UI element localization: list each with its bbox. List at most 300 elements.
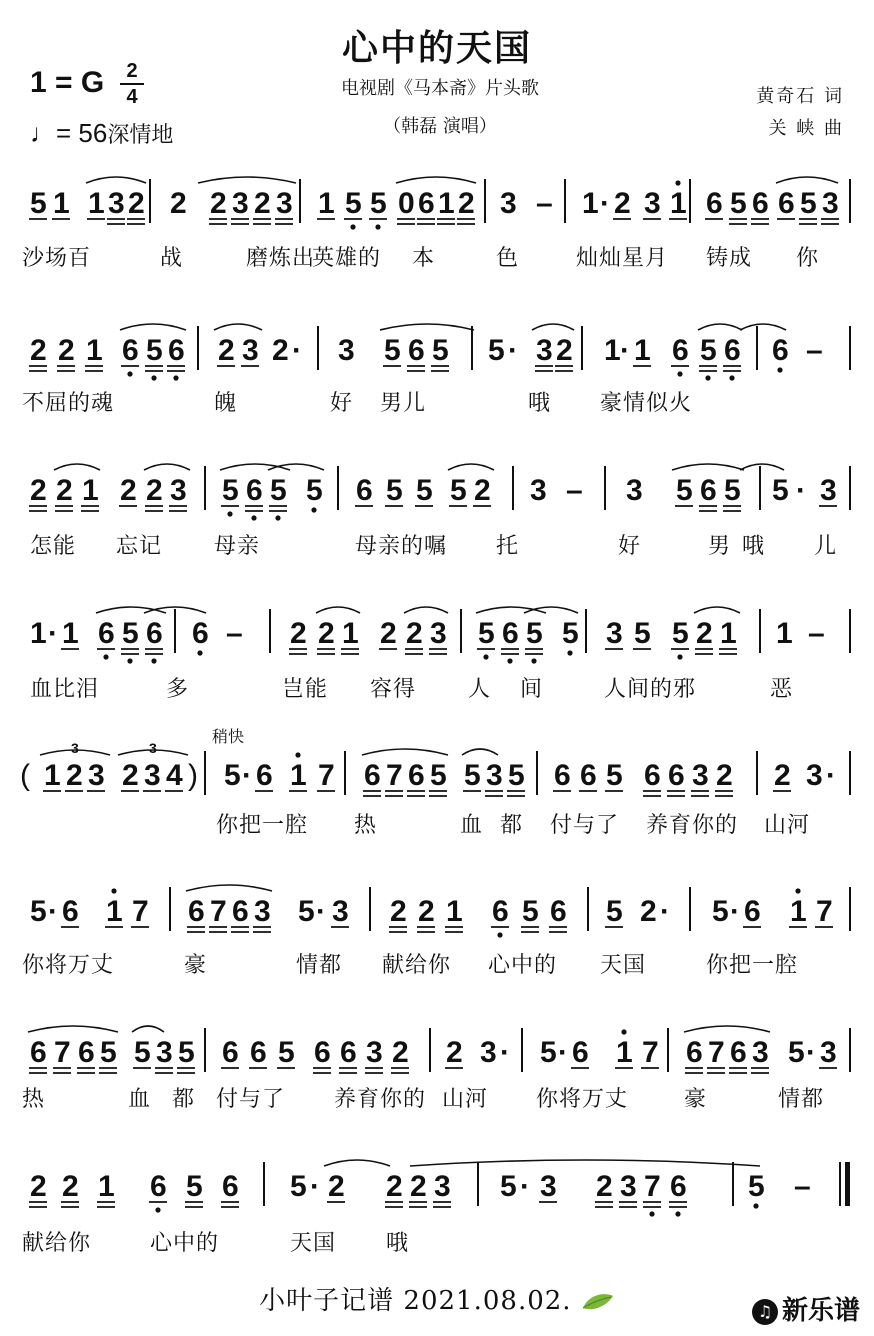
- note-numeral: 5: [522, 895, 539, 928]
- note-numeral: 2: [716, 759, 733, 792]
- note-numeral: 5: [562, 617, 579, 650]
- time-signature-top: 2: [126, 60, 138, 82]
- slur: [462, 749, 498, 755]
- note-numeral: 2: [120, 474, 137, 507]
- note-numeral: 3: [108, 187, 125, 220]
- lyric-text: 哦: [528, 391, 552, 416]
- low-octave-dot: [311, 507, 316, 512]
- note-numeral: 5: [730, 187, 747, 220]
- note-numeral: 1: [106, 895, 123, 928]
- low-octave-dot: [155, 1207, 160, 1212]
- lyric-text: 天国: [600, 953, 647, 978]
- note-numeral: 5: [540, 1036, 557, 1069]
- dash: –: [226, 617, 243, 650]
- slur: [740, 464, 784, 470]
- lyric-text: 情都: [296, 953, 343, 978]
- note-numeral: 6: [122, 334, 139, 367]
- lyric-text: 英雄的: [312, 246, 382, 271]
- slur: [672, 464, 744, 470]
- augmentation-dot: ·: [310, 1170, 320, 1203]
- note-numeral: 5: [508, 759, 525, 792]
- lyric-text: 都: [500, 813, 524, 838]
- lyric-text: 情都: [778, 1087, 825, 1112]
- slur: [120, 324, 186, 330]
- note-numeral: 3: [820, 474, 837, 507]
- note-numeral: 7: [642, 1036, 659, 1069]
- note-numeral: 3: [500, 187, 517, 220]
- note-numeral: 6: [778, 187, 795, 220]
- note-numeral: 5: [134, 1036, 151, 1069]
- note-numeral: 6: [550, 895, 567, 928]
- lyric-text: 母亲的嘱: [355, 534, 448, 559]
- note-numeral: 3: [232, 187, 249, 220]
- augmentation-dot: ·: [500, 1036, 510, 1069]
- dash: –: [808, 617, 825, 650]
- augmentation-dot: ·: [806, 1036, 816, 1069]
- song-title: 心中的天国: [341, 28, 532, 69]
- lyric-text: 付与了: [550, 813, 620, 838]
- note-numeral: 2: [30, 334, 47, 367]
- note-numeral: 2: [254, 187, 271, 220]
- augmentation-dot: ·: [730, 895, 740, 928]
- note-numeral: 6: [668, 759, 685, 792]
- note-numeral: 6: [222, 1170, 239, 1203]
- slur: [694, 607, 740, 613]
- singer: （韩磊 演唱）: [383, 116, 497, 137]
- lyric-text: 怎能: [30, 534, 77, 559]
- slur: [132, 1026, 164, 1032]
- high-octave-dot: [295, 752, 300, 757]
- low-octave-dot: [375, 224, 380, 229]
- note-numeral: 5: [100, 1036, 117, 1069]
- music-disc-icon: ♫: [752, 1299, 778, 1325]
- note-numeral: 3: [820, 1036, 837, 1069]
- note-numeral: 6: [686, 1036, 703, 1069]
- note-numeral: 6: [492, 895, 509, 928]
- note-numeral: 5: [270, 474, 287, 507]
- note-numeral: 2: [122, 759, 139, 792]
- high-octave-dot: [621, 1029, 626, 1034]
- lyric-text: 灿灿星月: [576, 246, 669, 271]
- lyric-text: 你将万丈: [536, 1087, 629, 1112]
- low-octave-dot: [151, 658, 156, 663]
- augmentation-dot: ·: [508, 334, 518, 367]
- note-numeral: 1: [616, 1036, 633, 1069]
- lyric-text: 血: [460, 813, 484, 838]
- lyric-text: 付与了: [216, 1087, 286, 1112]
- lyric-text: 忘记: [116, 534, 163, 559]
- key-signature: 1 = G: [30, 66, 105, 99]
- note-numeral: 3: [156, 1036, 173, 1069]
- note-numeral: 6: [188, 895, 205, 928]
- note-numeral: 5: [748, 1170, 765, 1203]
- lyric-text: 男儿: [380, 391, 427, 416]
- lyric-text: 你把一腔: [706, 953, 799, 978]
- note-numeral: 2: [774, 759, 791, 792]
- lyric-text: 魄: [214, 391, 238, 416]
- lyric-text: 热: [22, 1087, 46, 1112]
- note-numeral: 6: [256, 759, 273, 792]
- low-octave-dot: [350, 224, 355, 229]
- lyricist-credit: 黄奇石 词: [756, 86, 844, 107]
- low-octave-dot: [127, 371, 132, 376]
- lyric-text: 都: [172, 1087, 196, 1112]
- note-numeral: 2: [290, 617, 307, 650]
- dash: –: [536, 187, 553, 220]
- note-numeral: 2: [446, 1036, 463, 1069]
- note-numeral: 5: [370, 187, 387, 220]
- note-numeral: 6: [250, 1036, 267, 1069]
- note-numeral: 5: [186, 1170, 203, 1203]
- low-octave-dot: [127, 658, 132, 663]
- slur: [198, 177, 296, 183]
- lyric-text: 托: [496, 534, 520, 559]
- lyric-text: 热: [354, 813, 378, 838]
- note-numeral: 5: [278, 1036, 295, 1069]
- note-numeral: 5: [146, 334, 163, 367]
- note-numeral: 6: [246, 474, 263, 507]
- slur: [220, 464, 290, 470]
- note-numeral: 1: [776, 617, 793, 650]
- slur: [740, 324, 786, 330]
- lyric-text: 男: [708, 534, 732, 559]
- note-numeral: 2: [390, 895, 407, 928]
- note-numeral: 2: [218, 334, 235, 367]
- dash: –: [566, 474, 583, 507]
- note-numeral: 1: [342, 617, 359, 650]
- note-numeral: 3: [276, 187, 293, 220]
- lyric-text: 沙场百: [22, 246, 92, 271]
- dash: –: [794, 1170, 811, 1203]
- note-numeral: 6: [356, 474, 373, 507]
- note-numeral: 2: [170, 187, 187, 220]
- note-numeral: 6: [232, 895, 249, 928]
- low-octave-dot: [251, 515, 256, 520]
- low-octave-dot: [729, 375, 734, 380]
- note-numeral: 1: [318, 187, 335, 220]
- lyric-text: 哦: [742, 534, 766, 559]
- footer-text: 小叶子记谱 2021.08.02.: [259, 1286, 572, 1316]
- note-numeral: 5: [800, 187, 817, 220]
- note-numeral: 6: [724, 334, 741, 367]
- low-octave-dot: [497, 932, 502, 937]
- low-octave-dot: [567, 650, 572, 655]
- note-numeral: 3: [486, 759, 503, 792]
- note-numeral: 6: [150, 1170, 167, 1203]
- note-numeral: 6: [364, 759, 381, 792]
- high-octave-dot: [795, 888, 800, 893]
- note-numeral: 2: [328, 1170, 345, 1203]
- note-numeral: 6: [554, 759, 571, 792]
- expression-mark: 深情地: [107, 122, 174, 147]
- note-numeral: 5: [772, 474, 789, 507]
- lyric-text: 豪: [684, 1087, 708, 1112]
- note-numeral: 6: [408, 759, 425, 792]
- slur: [380, 324, 474, 330]
- note-numeral: 3: [692, 759, 709, 792]
- low-octave-dot: [777, 367, 782, 372]
- note-numeral: 3: [338, 334, 355, 367]
- note-numeral: 2: [210, 187, 227, 220]
- note-numeral: 7: [816, 895, 833, 928]
- footer-credit: [0, 1280, 874, 1317]
- note-numeral: 3: [332, 895, 349, 928]
- note-numeral: 2: [406, 617, 423, 650]
- lyric-text: 人间的邪: [604, 677, 697, 702]
- lyric-text: 多: [166, 677, 190, 702]
- augmentation-dot: ·: [316, 895, 326, 928]
- note-numeral: 5: [450, 474, 467, 507]
- slur: [684, 1026, 770, 1032]
- augmentation-dot: ·: [292, 334, 302, 367]
- low-octave-dot: [507, 658, 512, 663]
- composer-credit: 关 峡 曲: [768, 118, 844, 139]
- note-numeral: 3: [620, 1170, 637, 1203]
- lyric-text: 豪: [184, 953, 208, 978]
- augmentation-dot: ·: [620, 334, 630, 367]
- note-numeral: 7: [708, 1036, 725, 1069]
- note-numeral: 2: [596, 1170, 613, 1203]
- note-numeral: 3: [242, 334, 259, 367]
- low-octave-dot: [531, 658, 536, 663]
- slur: [776, 177, 838, 183]
- note-numeral: 5: [606, 895, 623, 928]
- note-numeral: 1: [30, 617, 47, 650]
- note-numeral: 6: [572, 1036, 589, 1069]
- note-numeral: 5: [672, 617, 689, 650]
- low-octave-dot: [705, 375, 710, 380]
- lyric-text: 献给你: [382, 953, 452, 978]
- lyric-text: 不屈的魂: [22, 391, 115, 416]
- note-numeral: 6: [418, 187, 435, 220]
- slur: [324, 1160, 390, 1166]
- augmentation-dot: ·: [660, 895, 670, 928]
- note-numeral: 3: [430, 617, 447, 650]
- lyric-text: 天国: [290, 1231, 337, 1256]
- augmentation-dot: ·: [48, 895, 58, 928]
- lyric-text: 养育你的: [334, 1087, 427, 1112]
- note-numeral: 1: [53, 187, 70, 220]
- subtitle: 电视剧《马本斋》片头歌: [341, 78, 539, 99]
- slur: [362, 749, 448, 755]
- lyric-text: 战: [160, 246, 184, 271]
- low-octave-dot: [173, 375, 178, 380]
- low-octave-dot: [677, 371, 682, 376]
- note-numeral: 5: [500, 1170, 517, 1203]
- note-numeral: 3: [434, 1170, 451, 1203]
- note-numeral: 5: [222, 474, 239, 507]
- lyric-text: 磨炼出: [246, 246, 316, 271]
- augmentation-dot: ·: [558, 1036, 568, 1069]
- note-numeral: 1: [82, 474, 99, 507]
- note-numeral: 5: [478, 617, 495, 650]
- low-octave-dot: [483, 654, 488, 659]
- note-numeral: 5: [712, 895, 729, 928]
- note-numeral: 3: [530, 474, 547, 507]
- note-numeral: 6: [772, 334, 789, 367]
- augmentation-dot: ·: [48, 617, 58, 650]
- augmentation-dot: ·: [520, 1170, 530, 1203]
- low-octave-dot: [103, 654, 108, 659]
- dash: –: [806, 334, 823, 367]
- tempo-change-label: 稍快: [212, 727, 245, 746]
- lyric-text: 色: [496, 246, 520, 271]
- note-numeral: 6: [340, 1036, 357, 1069]
- note-numeral: 2: [30, 474, 47, 507]
- note-numeral: 5: [634, 617, 651, 650]
- note-numeral: 2: [272, 334, 289, 367]
- note-numeral: 0: [398, 187, 415, 220]
- augmentation-dot: ·: [826, 759, 836, 792]
- note-numeral: 7: [210, 895, 227, 928]
- note-numeral: 1: [86, 334, 103, 367]
- slur: [698, 324, 742, 330]
- note-numeral: 2: [386, 1170, 403, 1203]
- note-numeral: 1: [790, 895, 807, 928]
- slur: [524, 607, 578, 613]
- note-numeral: 5: [416, 474, 433, 507]
- note-numeral: 3: [806, 759, 823, 792]
- low-octave-dot: [197, 650, 202, 655]
- note-numeral: 2: [418, 895, 435, 928]
- note-numeral: 3: [644, 187, 661, 220]
- note-numeral: 4: [166, 759, 183, 792]
- note-numeral: 3: [480, 1036, 497, 1069]
- low-octave-dot: [675, 1211, 680, 1216]
- lyric-text: 母亲: [214, 534, 261, 559]
- note-numeral: 6: [752, 187, 769, 220]
- note-numeral: 1: [98, 1170, 115, 1203]
- note-numeral: 5: [30, 187, 47, 220]
- lyric-text: 山河: [764, 813, 811, 838]
- note-numeral: 1: [604, 334, 621, 367]
- lyric-text: 好: [618, 534, 642, 559]
- note-numeral: 2: [380, 617, 397, 650]
- note-numeral: 6: [670, 1170, 687, 1203]
- note-numeral: 1: [634, 334, 651, 367]
- slur: [214, 324, 262, 330]
- note-numeral: 2: [696, 617, 713, 650]
- note-numeral: 3: [540, 1170, 557, 1203]
- low-octave-dot: [753, 1203, 758, 1208]
- lyric-text: 献给你: [22, 1231, 92, 1256]
- note-numeral: 6: [644, 759, 661, 792]
- note-numeral: 3: [606, 617, 623, 650]
- note-numeral: 6: [168, 334, 185, 367]
- note-numeral: 1: [582, 187, 599, 220]
- note-numeral: 3: [170, 474, 187, 507]
- triplet-mark: 3: [149, 740, 157, 756]
- note-numeral: 3: [536, 334, 553, 367]
- low-octave-dot: [227, 511, 232, 516]
- lyric-text: 山河: [442, 1087, 489, 1112]
- note-numeral: 3: [822, 187, 839, 220]
- note-numeral: ): [188, 759, 198, 792]
- lyric-text: 养育你的: [646, 813, 739, 838]
- note-numeral: (: [20, 759, 30, 792]
- lyric-text: 间: [520, 677, 544, 702]
- brand-logo: [752, 1290, 860, 1327]
- slur: [396, 177, 476, 183]
- high-octave-dot: [111, 888, 116, 893]
- note-numeral: 6: [30, 1036, 47, 1069]
- lyric-text: 铸成: [706, 246, 753, 271]
- note-numeral: 2: [146, 474, 163, 507]
- lyric-text: 心中的: [488, 953, 558, 978]
- note-numeral: 7: [386, 759, 403, 792]
- augmentation-dot: ·: [242, 759, 252, 792]
- slur: [54, 464, 100, 470]
- note-numeral: 7: [54, 1036, 71, 1069]
- slur: [186, 885, 272, 891]
- lyric-text: 本: [412, 246, 436, 271]
- note-numeral: 5: [700, 334, 717, 367]
- note-numeral: 2: [128, 187, 145, 220]
- note-numeral: 2: [62, 1170, 79, 1203]
- lyric-text: 豪情似火: [600, 391, 693, 416]
- note-numeral: 3: [752, 1036, 769, 1069]
- lyric-text: 血: [128, 1087, 152, 1112]
- note-numeral: 2: [474, 474, 491, 507]
- note-numeral: 2: [458, 187, 475, 220]
- note-numeral: 3: [254, 895, 271, 928]
- note-numeral: 6: [700, 474, 717, 507]
- note-numeral: 1: [62, 617, 79, 650]
- note-numeral: 5: [432, 334, 449, 367]
- note-numeral: 2: [58, 334, 75, 367]
- note-numeral: 6: [146, 617, 163, 650]
- note-numeral: 5: [224, 759, 241, 792]
- note-numeral: 5: [30, 895, 47, 928]
- note-numeral: 5: [306, 474, 323, 507]
- note-numeral: 3: [366, 1036, 383, 1069]
- slur: [144, 464, 190, 470]
- lyric-text: 儿: [814, 534, 838, 559]
- note-numeral: 1: [670, 187, 687, 220]
- note-numeral: 2: [614, 187, 631, 220]
- lyric-text: 你把一腔: [216, 813, 309, 838]
- lyric-text: 你将万丈: [22, 953, 115, 978]
- note-numeral: 7: [644, 1170, 661, 1203]
- note-numeral: 5: [298, 895, 315, 928]
- note-numeral: 6: [706, 187, 723, 220]
- slur: [476, 607, 546, 613]
- tea-leaf-icon: [581, 1292, 615, 1312]
- lyric-text: 你: [796, 246, 820, 271]
- note-numeral: 2: [410, 1170, 427, 1203]
- note-numeral: 6: [78, 1036, 95, 1069]
- note-numeral: 5: [122, 617, 139, 650]
- note-numeral: 5: [178, 1036, 195, 1069]
- low-octave-dot: [275, 515, 280, 520]
- note-numeral: 5: [526, 617, 543, 650]
- note-numeral: 7: [132, 895, 149, 928]
- note-numeral: 2: [318, 617, 335, 650]
- lyric-text: 人: [468, 677, 492, 702]
- note-numeral: 5: [488, 334, 505, 367]
- note-numeral: 2: [30, 1170, 47, 1203]
- high-octave-dot: [675, 180, 680, 185]
- slur: [86, 177, 146, 183]
- slur: [532, 324, 574, 330]
- augmentation-dot: ·: [796, 474, 806, 507]
- lyric-text: 岂能: [282, 677, 329, 702]
- note-numeral: 3: [88, 759, 105, 792]
- tempo-value: = 56: [56, 118, 108, 148]
- note-numeral: 6: [98, 617, 115, 650]
- triplet-mark: 3: [71, 740, 79, 756]
- note-numeral: 1: [720, 617, 737, 650]
